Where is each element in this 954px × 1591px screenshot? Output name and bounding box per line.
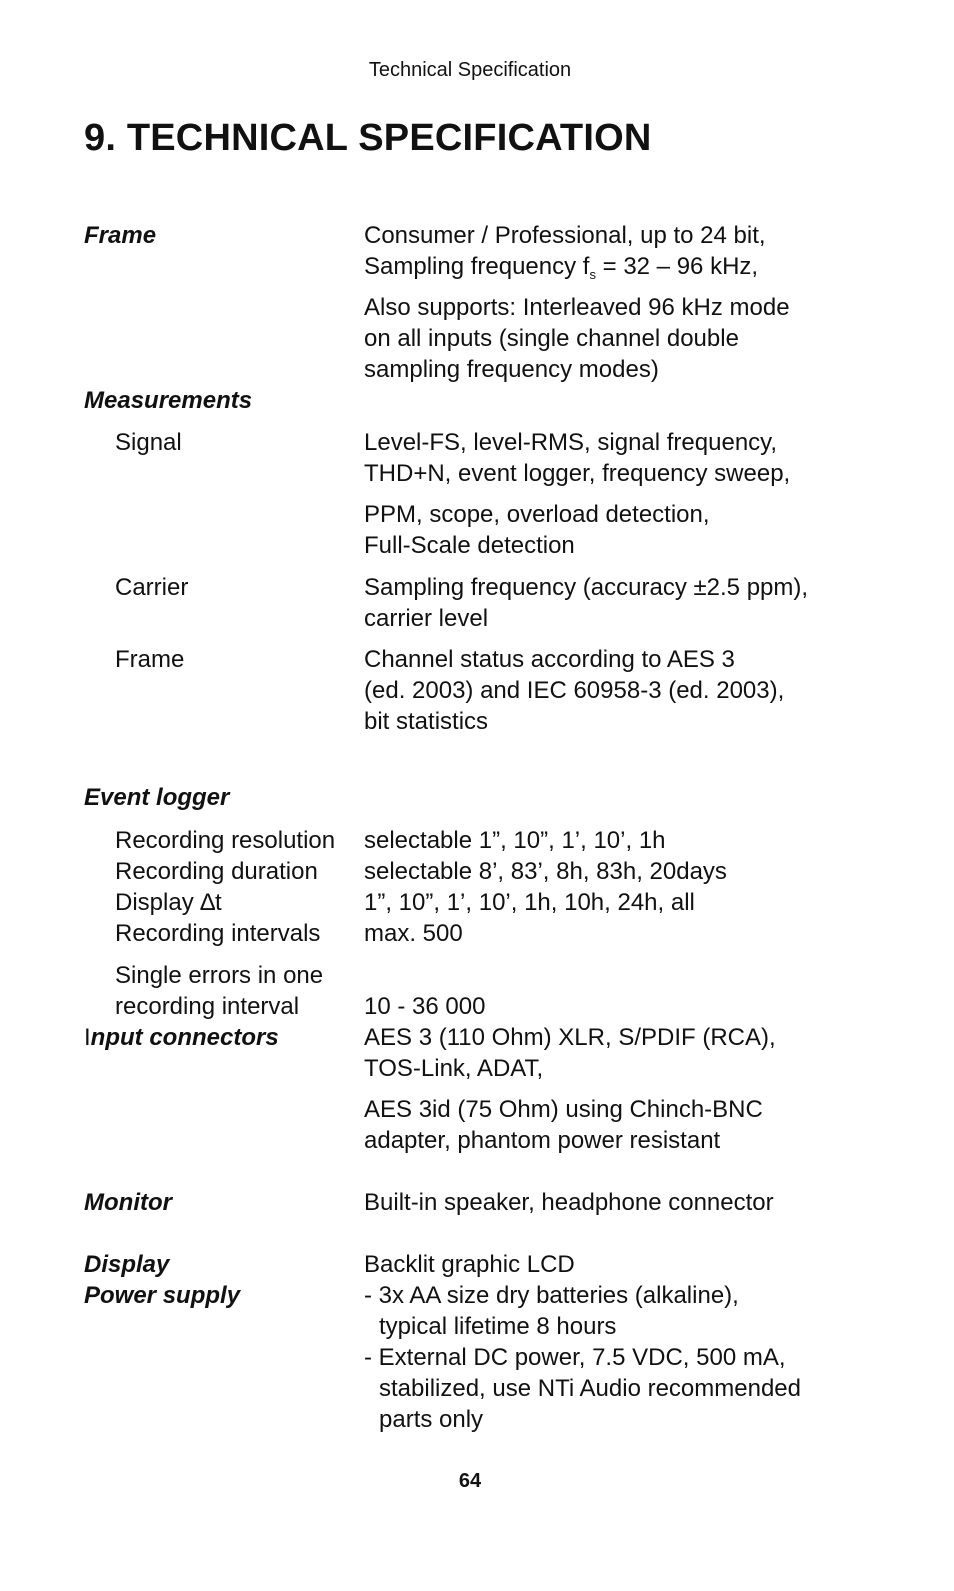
- power-supply-label: Power supply: [84, 1282, 241, 1309]
- page-number: 64: [458, 1470, 482, 1492]
- event-logger-label: Event logger: [84, 784, 230, 811]
- page-title: 9. TECHNICAL SPECIFICATION: [84, 117, 652, 159]
- input-connectors-value-line: TOS-Link, ADAT,: [364, 1055, 544, 1082]
- recording-intervals-value: max. 500: [364, 920, 463, 947]
- running-header: Technical Specification: [368, 59, 572, 81]
- display-value: Backlit graphic LCD: [364, 1251, 575, 1278]
- power-supply-value-line: parts only: [379, 1406, 484, 1433]
- recording-resolution-value: selectable 1”, 10”, 1’, 10’, 1h: [364, 827, 666, 854]
- recording-duration-value: selectable 8’, 83’, 8h, 83h, 20days: [364, 858, 727, 885]
- display-delta-t-label: Display ∆t: [115, 889, 222, 916]
- input-connectors-value-line: adapter, phantom power resistant: [364, 1127, 721, 1154]
- frame-value-line2: Sampling frequency $f_s = 32 - 96$ kHz,: [364, 253, 759, 282]
- signal-value-line: PPM, scope, overload detection,: [364, 501, 710, 528]
- power-supply-value-line: stabilized, use NTi Audio recommended: [379, 1375, 801, 1402]
- signal-value-line: THD+N, event logger, frequency sweep,: [364, 460, 791, 487]
- recording-intervals-label: Recording intervals: [115, 920, 321, 947]
- power-supply-value-line: typical lifetime 8 hours: [379, 1313, 617, 1340]
- recording-resolution-label: Recording resolution: [115, 827, 336, 854]
- single-errors-label: Single errors in one: [115, 962, 324, 989]
- carrier-label: Carrier: [115, 574, 189, 601]
- signal-value-line: Full-Scale detection: [364, 532, 575, 559]
- single-errors-value: 10 - 36 000: [364, 993, 486, 1020]
- input-connectors-value-line: AES 3id (75 Ohm) using Chinch-BNC: [364, 1096, 763, 1123]
- power-supply-value-line: - 3x AA size dry batteries (alkaline),: [364, 1282, 739, 1309]
- display-delta-t-value: 1”, 10”, 1’, 10’, 1h, 10h, 24h, all: [364, 889, 695, 916]
- frame-value-line5: sampling frequency modes): [364, 356, 659, 383]
- single-errors-label: recording interval: [115, 993, 300, 1020]
- power-supply-value-line: - External DC power, 7.5 VDC, 500 mA,: [364, 1344, 786, 1371]
- input-connectors-label: Input connectors: [84, 1024, 279, 1051]
- frame-value-line4: on all inputs (single channel double: [364, 325, 739, 352]
- recording-duration-label: Recording duration: [115, 858, 318, 885]
- monitor-value: Built-in speaker, headphone connector: [364, 1189, 774, 1216]
- measurements-frame-value-line: Channel status according to AES 3: [364, 646, 735, 673]
- monitor-label: Monitor: [84, 1189, 172, 1216]
- frame-value-line3: Also supports: Interleaved 96 kHz mode: [364, 294, 790, 321]
- measurements-frame-value-line: bit statistics: [364, 708, 489, 735]
- display-label: Display: [84, 1251, 170, 1278]
- measurements-label: Measurements: [84, 387, 253, 414]
- measurements-frame-label: Frame: [115, 646, 185, 673]
- signal-label: Signal: [115, 429, 182, 456]
- frame-label: Frame: [84, 222, 157, 249]
- carrier-value-line: carrier level: [364, 605, 489, 632]
- signal-value-line: Level-FS, level-RMS, signal frequency,: [364, 429, 778, 456]
- carrier-value-line: Sampling frequency (accuracy ±2.5 ppm),: [364, 574, 809, 601]
- input-connectors-value-line: AES 3 (110 Ohm) XLR, S/PDIF (RCA),: [364, 1024, 776, 1051]
- measurements-frame-value-line: (ed. 2003) and IEC 60958-3 (ed. 2003),: [364, 677, 785, 704]
- frame-value-line1: Consumer / Professional, up to 24 bit,: [364, 222, 766, 249]
